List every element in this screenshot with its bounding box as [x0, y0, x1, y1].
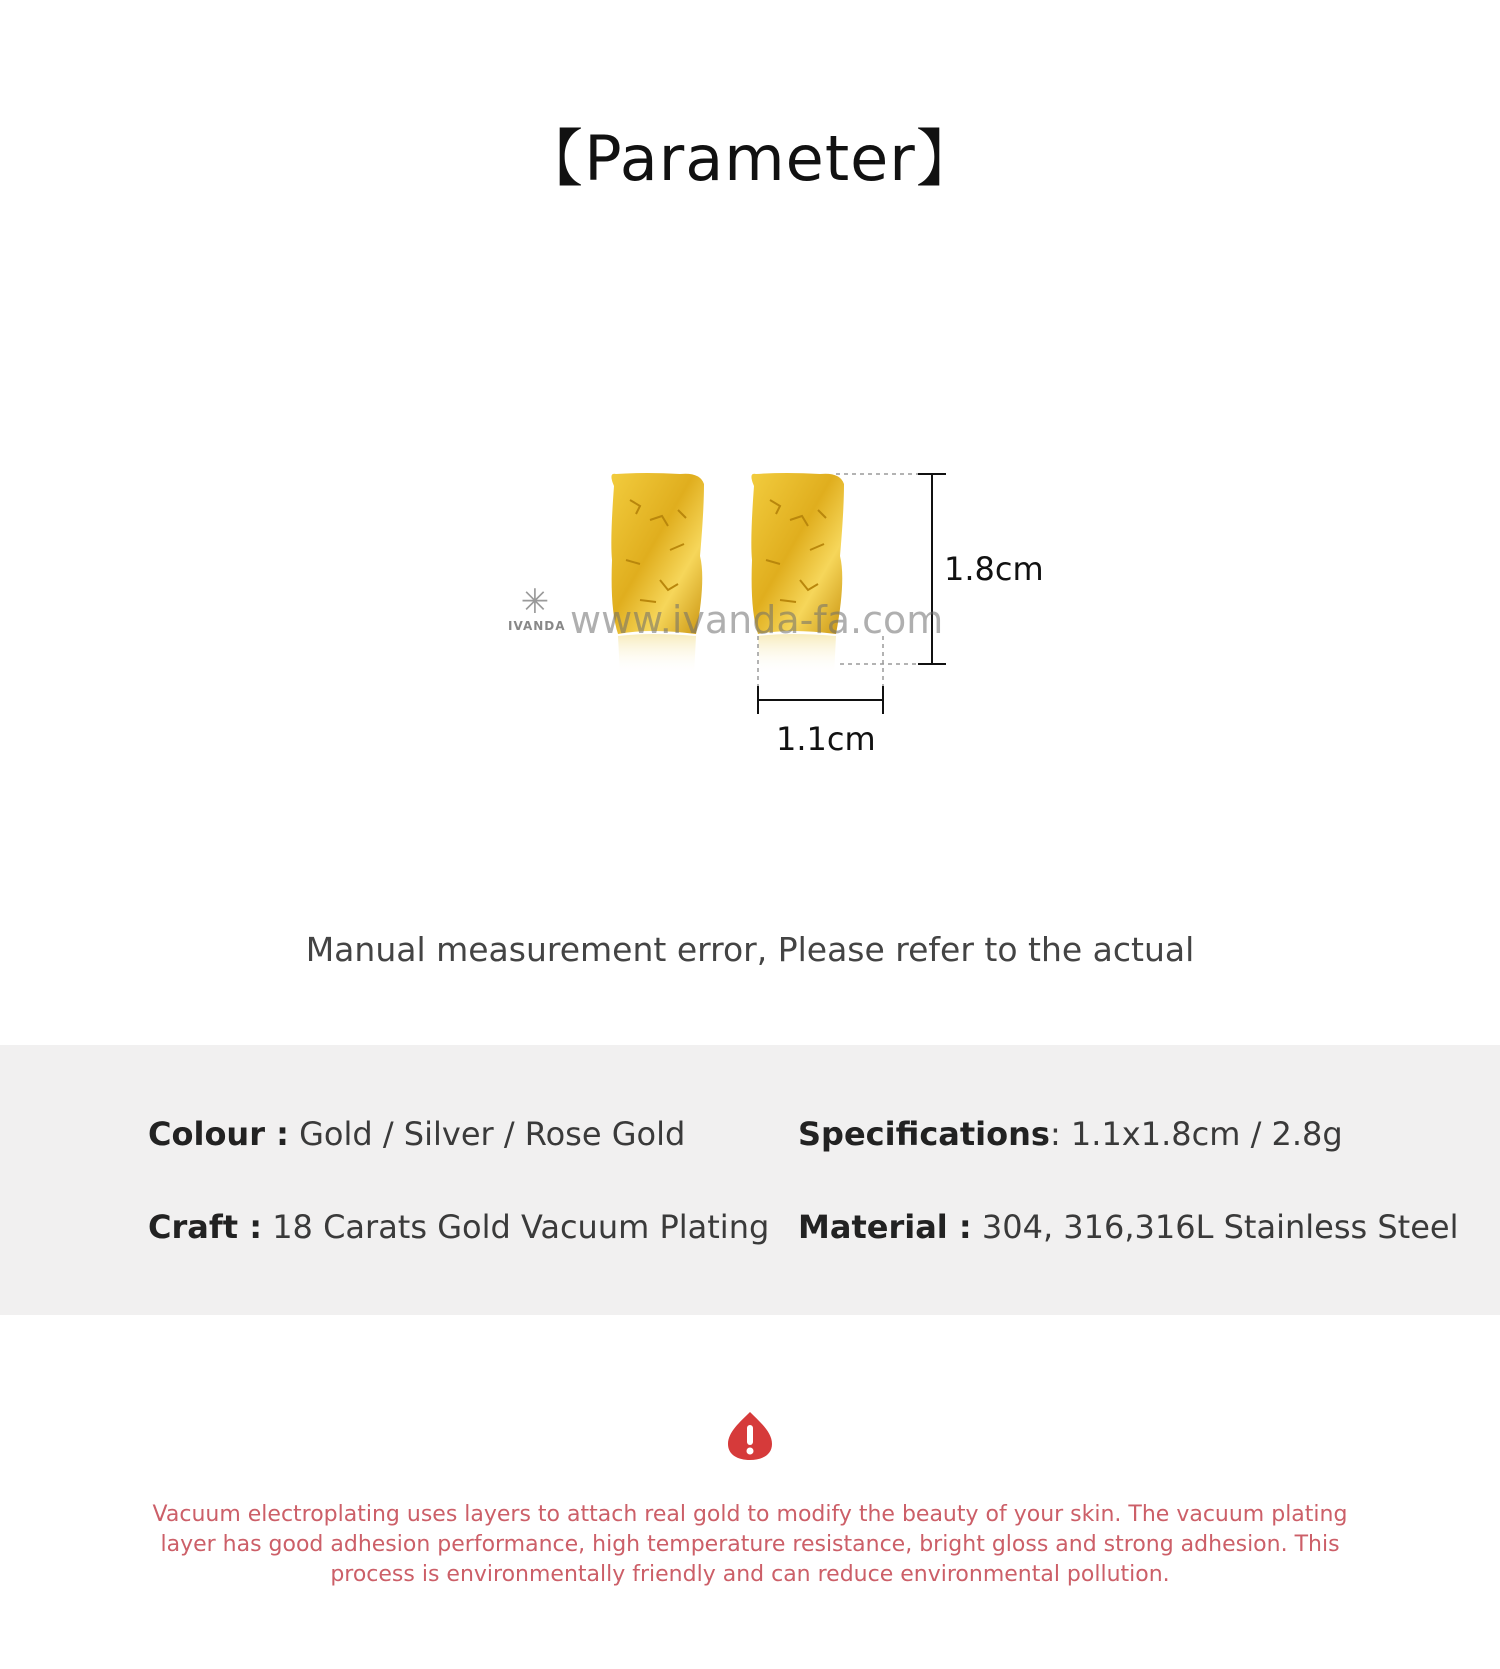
spec-colour-label: Colour : [148, 1115, 289, 1153]
spec-material [798, 1208, 1458, 1246]
spec-specifications [798, 1115, 1343, 1153]
page-title: 【Parameter】 [521, 122, 979, 195]
spec-craft [148, 1208, 769, 1246]
spec-colour-value: Gold / Silver / Rose Gold [299, 1115, 686, 1153]
watermark-url: www.ivanda-fa.com [570, 598, 944, 642]
spec-specifications-value: : 1.1x1.8cm / 2.8g [1049, 1115, 1343, 1153]
spec-craft-value: 18 Carats Gold Vacuum Plating [272, 1208, 770, 1246]
height-dimension-label: 1.8cm [944, 550, 1044, 588]
watermark-logo [508, 582, 566, 633]
measurement-note: Manual measurement error, Please refer to the actual [305, 930, 1195, 969]
exclamation-alert-icon [726, 1410, 774, 1462]
watermark-brand: IVANDA [508, 619, 566, 633]
width-dimension-label: 1.1cm [776, 720, 876, 758]
star-icon: ✳ [520, 582, 550, 622]
spec-craft-label: Craft : [148, 1208, 263, 1246]
spec-colour [148, 1115, 685, 1153]
plating-disclaimer: Vacuum electroplating uses layers to attach real gold to modify the beauty of your skin. The vacuum plating layer has good adhesion performance, high temperature resistance, bright gloss and strong adhesion. This process is environmentally friendly and can reduce environmental pollution. [152, 1502, 1348, 1587]
spec-panel [0, 1045, 1500, 1315]
spec-material-value: 304, 316,316L Stainless Steel [981, 1208, 1459, 1246]
spec-specifications-label: Specifications [798, 1115, 1050, 1153]
spec-material-label: Material : [798, 1208, 972, 1246]
